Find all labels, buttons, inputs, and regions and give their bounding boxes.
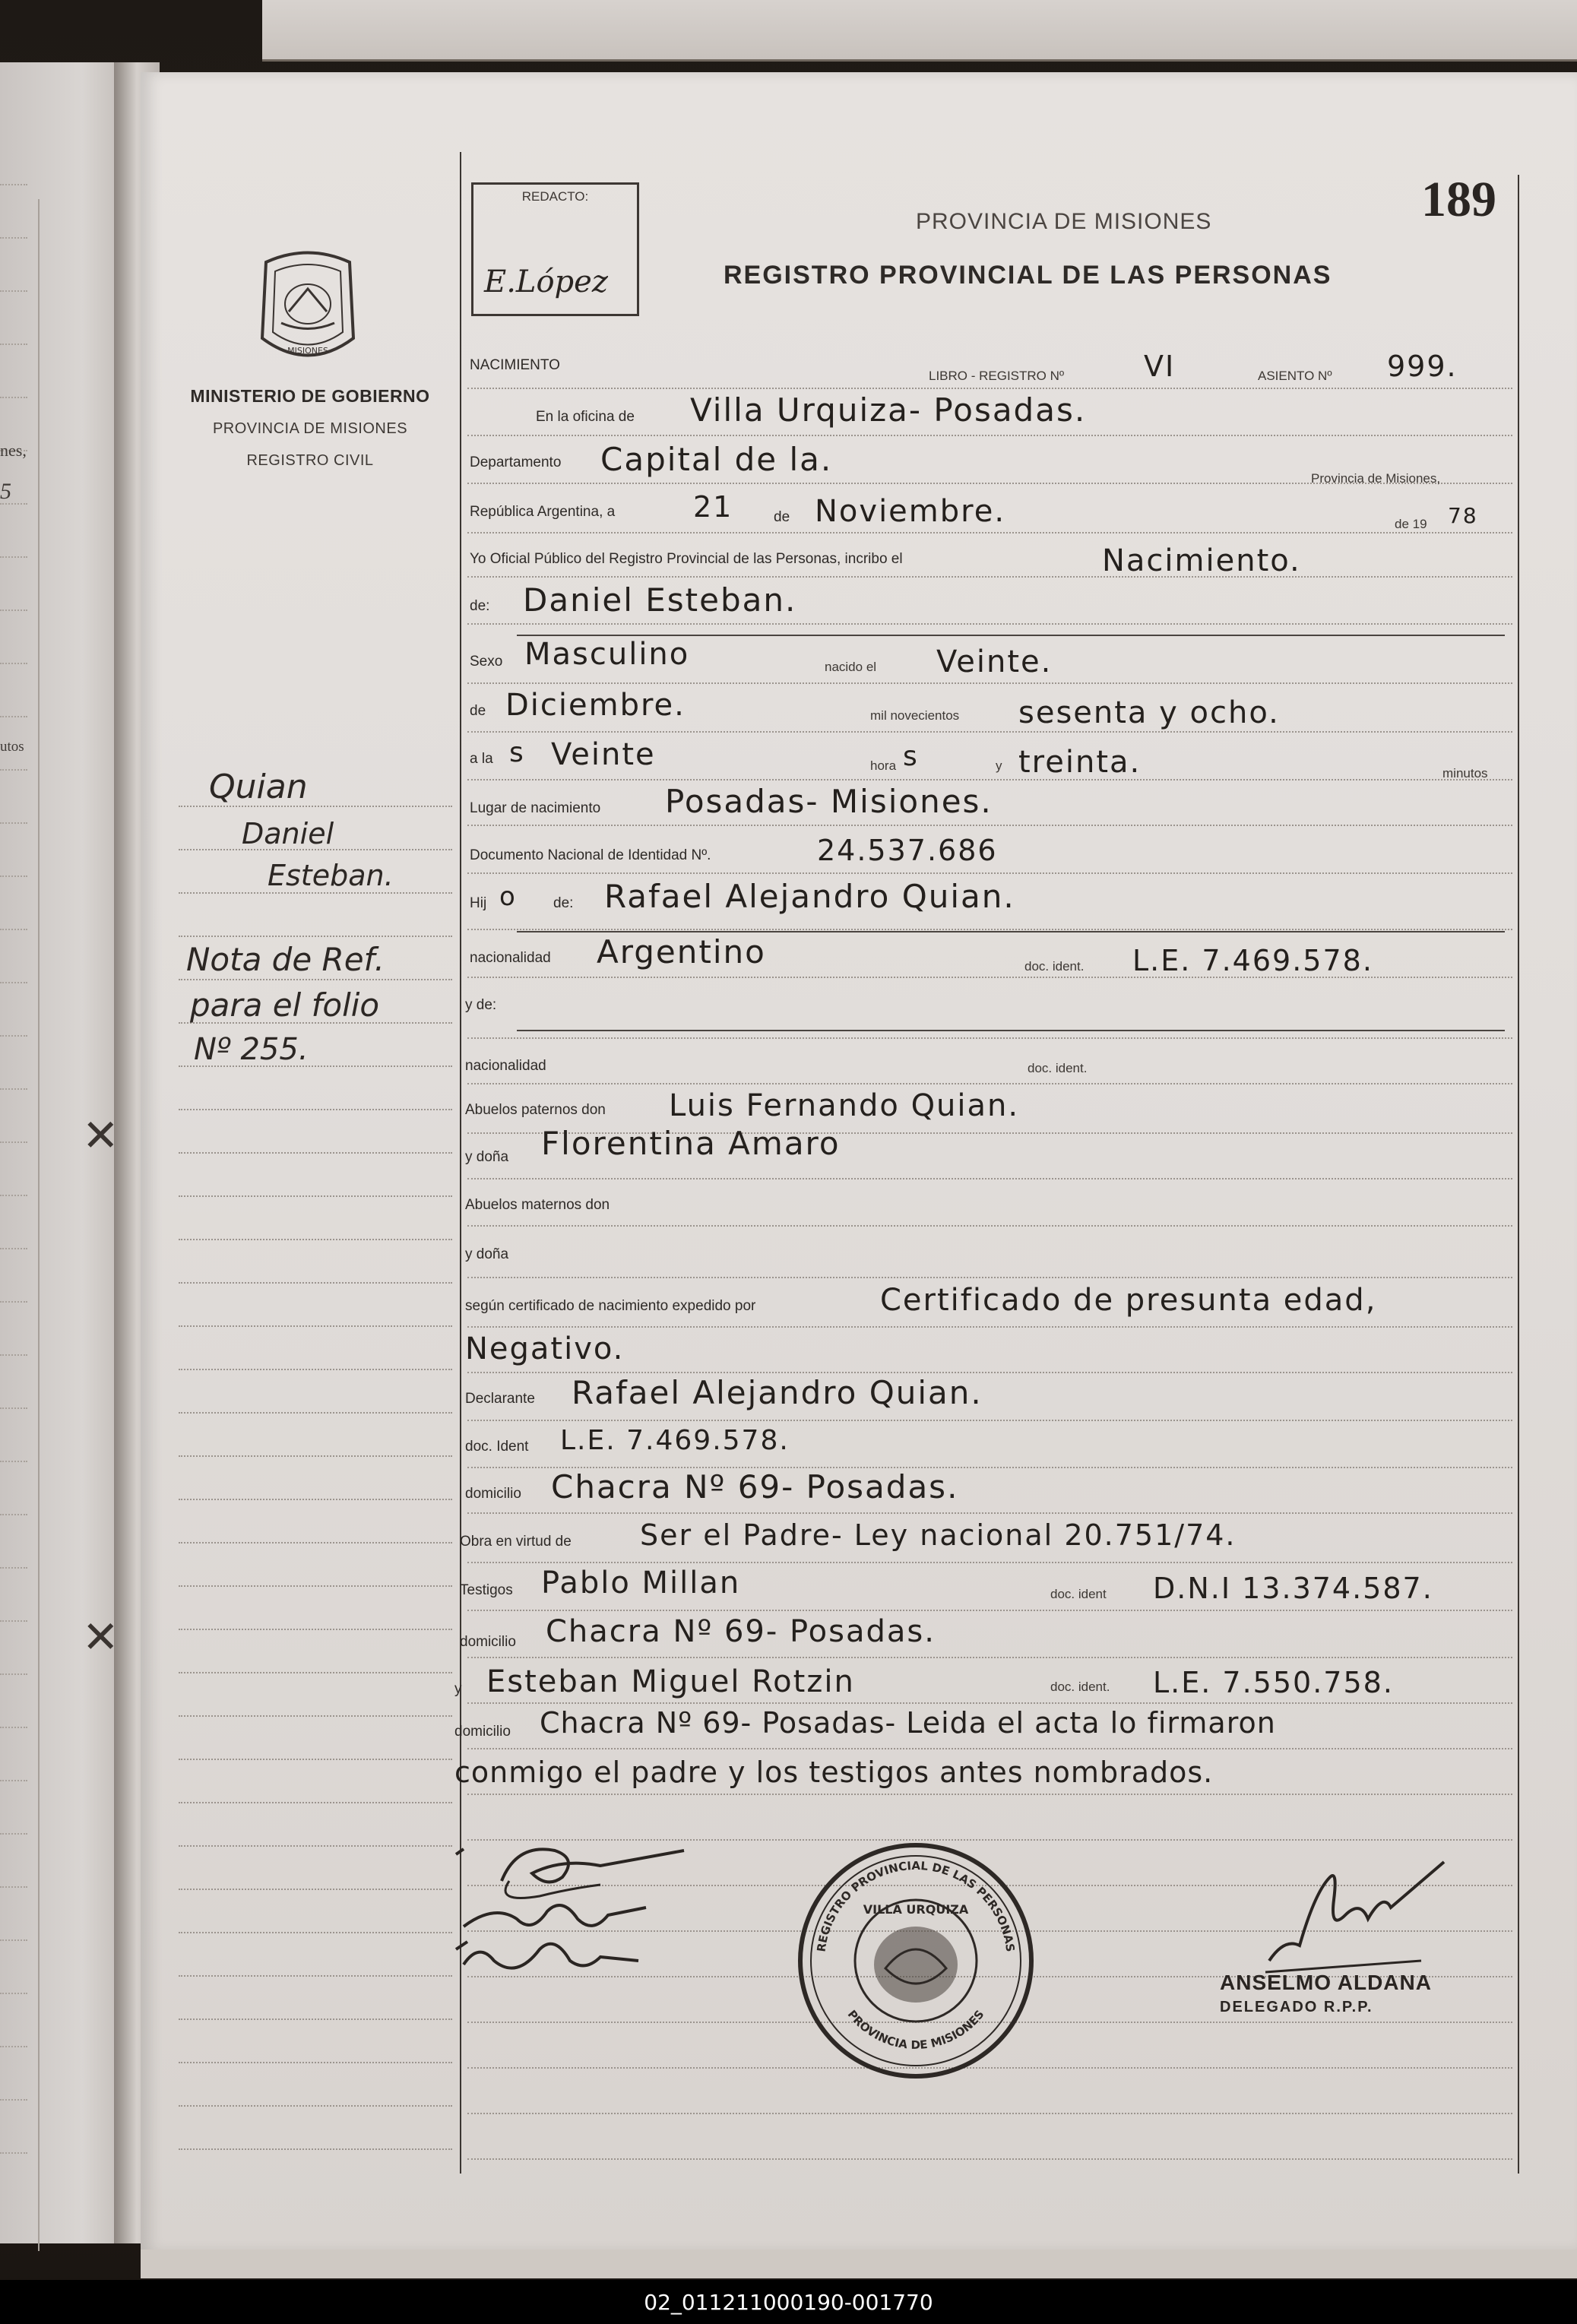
- act-value: Nacimiento.: [1102, 543, 1301, 578]
- provincial-crest-icon: [251, 247, 365, 369]
- form-rule: [467, 2113, 1512, 2114]
- margin-rule: [179, 2148, 452, 2150]
- birth-year-value: sesenta y ocho.: [1018, 695, 1280, 730]
- margin-rule: [179, 2062, 452, 2063]
- docident-label: doc. ident.: [1024, 959, 1085, 974]
- libro-label: LIBRO - REGISTRO Nº: [929, 369, 1065, 383]
- abuelo-paterno-value: Luis Fernando Quian.: [669, 1088, 1020, 1123]
- minutes-value: treinta.: [1018, 745, 1142, 780]
- asiento-label: ASIENTO Nº: [1258, 369, 1332, 383]
- nacido-value: Veinte.: [936, 644, 1053, 679]
- form-rule: [467, 929, 1512, 930]
- testigo2-doc-value: L.E. 7.550.758.: [1153, 1666, 1394, 1699]
- father-nationality-value: Argentino: [597, 933, 766, 970]
- sexo-value: Masculino: [524, 637, 690, 672]
- folio-number: 189: [1421, 172, 1496, 227]
- ministry-title: MINISTERIO DE GOBIERNO: [190, 386, 430, 406]
- margin-rule: [179, 1325, 452, 1327]
- margin-note-ref: Nº 255.: [194, 1032, 309, 1067]
- form-rule: [467, 1794, 1512, 1795]
- margin-rule: [179, 1195, 452, 1197]
- mother-nationality-label: nacionalidad: [465, 1058, 546, 1074]
- margin-note-name: Esteban.: [268, 859, 394, 892]
- margin-note-ref: para el folio: [190, 986, 380, 1024]
- form-solid-rule: [517, 1030, 1505, 1031]
- closing-value: conmigo el padre y los testigos antes nombrados.: [454, 1756, 1214, 1789]
- form-solid-rule: [517, 635, 1505, 636]
- sexo-label: Sexo: [470, 654, 503, 670]
- margin-rule: [179, 2018, 452, 2020]
- nacido-label: nacido el: [825, 660, 877, 674]
- testigo1-value: Pablo Millan: [541, 1566, 741, 1601]
- form-rule: [467, 1372, 1512, 1373]
- domicilio-value: Chacra Nº 69- Posadas.: [551, 1468, 959, 1506]
- margin-rule: [179, 1542, 452, 1544]
- abuelos-maternos-label: Abuelos maternos don: [465, 1197, 610, 1213]
- oficina-value: Villa Urquiza- Posadas.: [690, 391, 1087, 429]
- form-rule: [467, 576, 1512, 578]
- province-heading: PROVINCIA DE MISIONES: [916, 209, 1212, 234]
- official-stamp-icon: [794, 1839, 1037, 2082]
- declarante-doc-value: L.E. 7.469.578.: [560, 1425, 790, 1456]
- margin-rule: [179, 1715, 452, 1717]
- form-rule: [467, 623, 1512, 625]
- y2-label: y: [454, 1681, 462, 1697]
- margin-rule: [179, 1889, 452, 1890]
- birth-month-value: Diciembre.: [505, 688, 686, 723]
- margin-rule: [179, 1585, 452, 1587]
- stamp-bottom-text: PROVINCIA DE MISIONES: [844, 2007, 987, 2052]
- testigo2-value: Esteban Miguel Rotzin: [486, 1664, 855, 1699]
- margin-rule: [179, 1845, 452, 1847]
- stamp-office-text: VILLA URQUIZA: [863, 1902, 969, 1917]
- form-rule: [467, 1037, 1512, 1039]
- margin-note-name: Daniel: [242, 817, 334, 850]
- domicilio-label: domicilio: [465, 1486, 521, 1502]
- margin-rule: [179, 936, 452, 937]
- margin-rule: [179, 1499, 452, 1500]
- testigo2-doc-label: doc. ident.: [1050, 1680, 1110, 1694]
- asiento-value: 999.: [1387, 350, 1458, 383]
- lugar-label: Lugar de nacimiento: [470, 800, 601, 816]
- hora-label: hora: [870, 758, 897, 773]
- margin-rule: [179, 1455, 452, 1457]
- margin-rule: [179, 1629, 452, 1630]
- svg-text:PROVINCIA DE MISIONES: [845, 2008, 987, 2052]
- stamp-top-text: REGISTRO PROVINCIAL DE LAS PERSONAS: [814, 1858, 1018, 1953]
- hour-value: Veinte: [551, 737, 656, 772]
- mother-doc-label: doc. ident.: [1028, 1061, 1088, 1075]
- binding-stitch: ✕: [82, 1110, 119, 1161]
- margin-rule: [179, 979, 452, 980]
- ala-label: a la: [470, 751, 493, 767]
- year-label: de 19: [1395, 517, 1427, 531]
- abuela-paterna-value: Florentina Amaro: [541, 1125, 841, 1162]
- ydona-label: y doña: [465, 1149, 509, 1165]
- form-rule: [467, 435, 1512, 436]
- form-rule: [467, 1083, 1512, 1084]
- form-rule: [467, 1277, 1512, 1278]
- oficina-label: En la oficina de: [536, 409, 635, 425]
- form-rule: [467, 1178, 1512, 1179]
- form-rule: [467, 1512, 1512, 1514]
- margin-rule: [179, 1239, 452, 1240]
- testigo1-doc-label: doc. ident: [1050, 1587, 1107, 1601]
- image-code: 02_011211000190-001770: [644, 2289, 933, 2315]
- milnov-label: mil novecientos: [870, 708, 960, 723]
- declarante-doc-label: doc. Ident: [465, 1439, 529, 1455]
- margin-rule: [179, 1672, 452, 1673]
- obra-value: Ser el Padre- Ley nacional 20.751/74.: [640, 1518, 1237, 1552]
- testigo1-doc-value: D.N.I 13.374.587.: [1153, 1572, 1433, 1605]
- declarante-value: Rafael Alejandro Quian.: [572, 1374, 983, 1411]
- ministry-province: PROVINCIA DE MISIONES: [212, 420, 408, 437]
- form-rule: [467, 872, 1512, 874]
- binding-stitch: ✕: [82, 1611, 119, 1663]
- departamento-value: Capital de la.: [600, 441, 833, 478]
- form-rule: [467, 682, 1512, 684]
- father-value: Rafael Alejandro Quian.: [604, 878, 1015, 915]
- oficial-label: Yo Oficial Público del Registro Provincial de las Personas, incribo el: [470, 551, 903, 567]
- margin-rule: [179, 1759, 452, 1760]
- segun-label: según certificado de nacimiento expedido por: [465, 1298, 756, 1314]
- margin-note-ref: Nota de Ref.: [186, 941, 385, 978]
- form-rule: [467, 731, 1512, 733]
- margin-rule: [179, 1932, 452, 1933]
- left-page-fragment: utos: [0, 739, 24, 755]
- form-rule: [467, 779, 1512, 780]
- form-rule: [467, 825, 1512, 826]
- form-rule: [467, 2158, 1512, 2160]
- adjacent-page-top: [262, 0, 1577, 62]
- form-rule: [467, 1420, 1512, 1421]
- page-bottom-edge: [141, 2250, 1577, 2278]
- declarante-label: Declarante: [465, 1391, 535, 1407]
- obra-label: Obra en virtud de: [460, 1534, 572, 1550]
- margin-rule: [179, 1109, 452, 1110]
- minutos-label: minutos: [1442, 766, 1488, 780]
- left-page-fragment: 5: [0, 479, 11, 504]
- right-border: [1518, 175, 1519, 2174]
- witness-signatures-icon: [448, 1835, 699, 1987]
- dni-value: 24.537.686: [817, 834, 998, 867]
- delegado-name: ANSELMO ALDANA: [1220, 1971, 1432, 1994]
- day-value: 21: [693, 490, 733, 524]
- margin-rule: [179, 1412, 452, 1414]
- delegado-signature-icon: [1254, 1847, 1452, 1984]
- domicilio3-label: domicilio: [454, 1724, 511, 1740]
- y-label: y: [996, 758, 1002, 773]
- record-type-label: NACIMIENTO: [470, 357, 560, 373]
- libro-value: VI: [1144, 350, 1176, 383]
- dni-label: Documento Nacional de Identidad Nº.: [470, 847, 711, 863]
- name-value: Daniel Esteban.: [523, 581, 797, 619]
- ydona2-label: y doña: [465, 1246, 509, 1262]
- de-label: de: [774, 509, 790, 525]
- redacto-label: REDACTO:: [521, 189, 589, 204]
- margin-rule: [179, 1369, 452, 1370]
- ala-suffix: s: [509, 737, 525, 768]
- margin-rule: [179, 1975, 452, 1977]
- form-rule: [467, 1326, 1512, 1328]
- hijo-label: Hij: [470, 895, 487, 911]
- domicilio2-value: Chacra Nº 69- Posadas.: [546, 1614, 936, 1649]
- segun-value-2: Negativo.: [465, 1331, 625, 1366]
- hora-suffix: s: [903, 741, 919, 772]
- form-rule: [467, 388, 1512, 389]
- ministry-office: REGISTRO CIVIL: [246, 452, 374, 469]
- margin-rule: [179, 892, 452, 894]
- month-value: Noviembre.: [815, 494, 1006, 529]
- father-doc-value: L.E. 7.469.578.: [1132, 944, 1373, 977]
- republica-label: República Argentina, a: [470, 504, 616, 520]
- domicilio3-value: Chacra Nº 69- Posadas- Leida el acta lo firmaron: [540, 1706, 1276, 1740]
- margin-rule: [179, 1152, 452, 1154]
- nacionalidad-label: nacionalidad: [470, 950, 551, 966]
- registry-title: REGISTRO PROVINCIAL DE LAS PERSONAS: [724, 261, 1332, 290]
- left-page-fragment: nes,: [0, 441, 27, 460]
- delegado-title: DELEGADO R.P.P.: [1220, 1999, 1373, 2015]
- name-label: de:: [470, 598, 490, 614]
- de2-label: de: [470, 703, 486, 719]
- form-rule: [467, 1562, 1512, 1563]
- hijo-suffix: o: [499, 882, 517, 912]
- margin-rule: [179, 1802, 452, 1803]
- form-rule: [467, 1610, 1512, 1611]
- form-rule: [467, 1657, 1512, 1658]
- departamento-label: Departamento: [470, 454, 562, 470]
- margin-rule: [179, 2105, 452, 2107]
- margin-rule: [179, 1282, 452, 1284]
- year-value: 78: [1448, 503, 1478, 528]
- crest-text: MISIONES: [287, 346, 328, 356]
- image-code-bar: [0, 2280, 1577, 2324]
- hijo-de-label: de:: [553, 895, 574, 911]
- form-solid-rule: [517, 931, 1505, 932]
- form-rule: [467, 1225, 1512, 1227]
- redacto-signature: E.López: [484, 264, 608, 299]
- testigos-label: Testigos: [460, 1582, 513, 1598]
- form-rule: [467, 1702, 1512, 1704]
- abuelos-paternos-label: Abuelos paternos don: [465, 1102, 606, 1118]
- segun-value: Certificado de presunta edad,: [880, 1283, 1377, 1318]
- lugar-value: Posadas- Misiones.: [665, 783, 993, 820]
- redacto-box: [471, 182, 639, 316]
- form-rule: [467, 532, 1512, 534]
- yde-label: y de:: [465, 997, 497, 1013]
- form-rule: [467, 1748, 1512, 1749]
- domicilio2-label: domicilio: [460, 1634, 516, 1650]
- margin-note-surname: Quian: [209, 768, 308, 806]
- provincia-label: Provincia de Misiones,: [1311, 471, 1441, 486]
